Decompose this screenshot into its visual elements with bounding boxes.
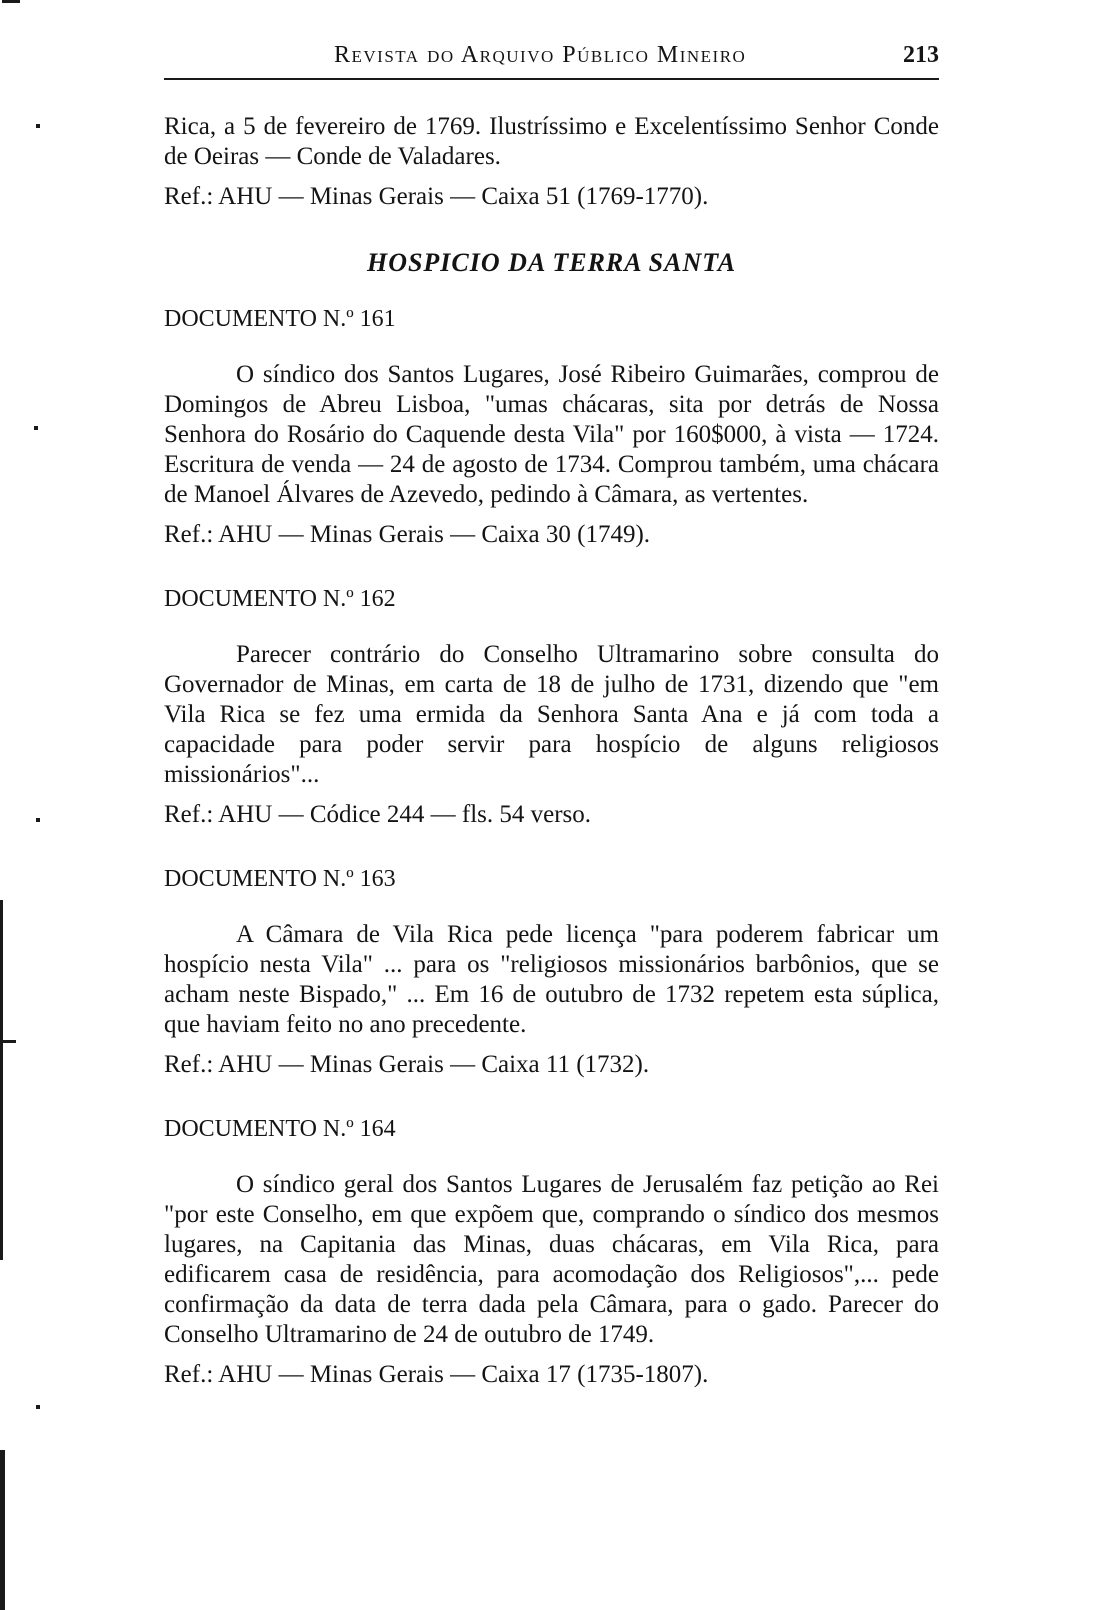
section-title: HOSPICIO DA TERRA SANTA	[366, 248, 737, 277]
document-heading: DOCUMENTO N.º 161	[164, 306, 396, 332]
running-header	[164, 36, 939, 84]
document-heading: DOCUMENTO N.º 164	[164, 1116, 396, 1142]
document-reference: Ref.: AHU — Minas Gerais — Caixa 30 (1749).	[164, 521, 651, 548]
document-heading: DOCUMENTO N.º 163	[164, 866, 396, 892]
document-162	[164, 584, 939, 830]
intro-reference: Ref.: AHU — Minas Gerais — Caixa 51 (1769-1770).	[164, 183, 709, 210]
intro-paragraph: Rica, a 5 de fevereiro de 1769. Ilustríssimo e Excelentíssimo Senhor Conde de Oeiras — Conde de Valadares.	[164, 113, 939, 170]
document-163	[164, 864, 939, 1080]
page-number: 213	[903, 42, 939, 68]
document-text: A Câmara de Vila Rica pede licença "para poderem fabricar um hospício nesta Vila" ... para os "religiosos missionários barbônios, que se acham neste Bispado," ... Em 16 de outubro de 1732 repetem esta súplica, que haviam feito no ano precedente.	[164, 921, 939, 1038]
page-body	[164, 112, 939, 1390]
document-text: O síndico dos Santos Lugares, José Ribeiro Guimarães, comprou de Domingos de Abreu Lisboa, "umas chácaras, sita por detrás de Nossa Senhora do Rosário do Caquende desta Vila" por 160$000, à vista — 1724. Escritura de venda — 24 de agosto de 1734. Comprou também, uma chácara de Manoel Álvares de Azevedo, pedindo à Câmara, as vertentes.	[164, 361, 939, 508]
document-161	[164, 304, 939, 550]
document-heading: DOCUMENTO N.º 162	[164, 586, 396, 612]
document-reference: Ref.: AHU — Códice 244 — fls. 54 verso.	[164, 801, 592, 828]
journal-title: Revista do Arquivo Público Mineiro	[334, 42, 747, 68]
document-164	[164, 1114, 939, 1390]
document-reference: Ref.: AHU — Minas Gerais — Caixa 17 (1735-1807).	[164, 1361, 709, 1388]
document-reference: Ref.: AHU — Minas Gerais — Caixa 11 (1732).	[164, 1051, 650, 1078]
document-text: Parecer contrário do Conselho Ultramarino sobre consulta do Governador de Minas, em carta de 18 de julho de 1731, dizendo que "em Vila Rica se fez uma ermida da Senhora Santa Ana e já com toda a capacidade para poder servir para hospício de alguns religiosos missionários"...	[164, 641, 939, 788]
document-text: O síndico geral dos Santos Lugares de Jerusalém faz petição ao Rei "por este Conselho, em que expõem que, comprando o síndico dos mesmos lugares, na Capitania das Minas, duas chácaras, em Vila Rica, para edificarem casa de residência, para acomodação dos Religiosos",... pede confirmação da data de terra dada pela Câmara, para o gado. Parecer do Conselho Ultramarino de 24 de outubro de 1749.	[164, 1171, 939, 1348]
header-rule	[164, 78, 939, 80]
